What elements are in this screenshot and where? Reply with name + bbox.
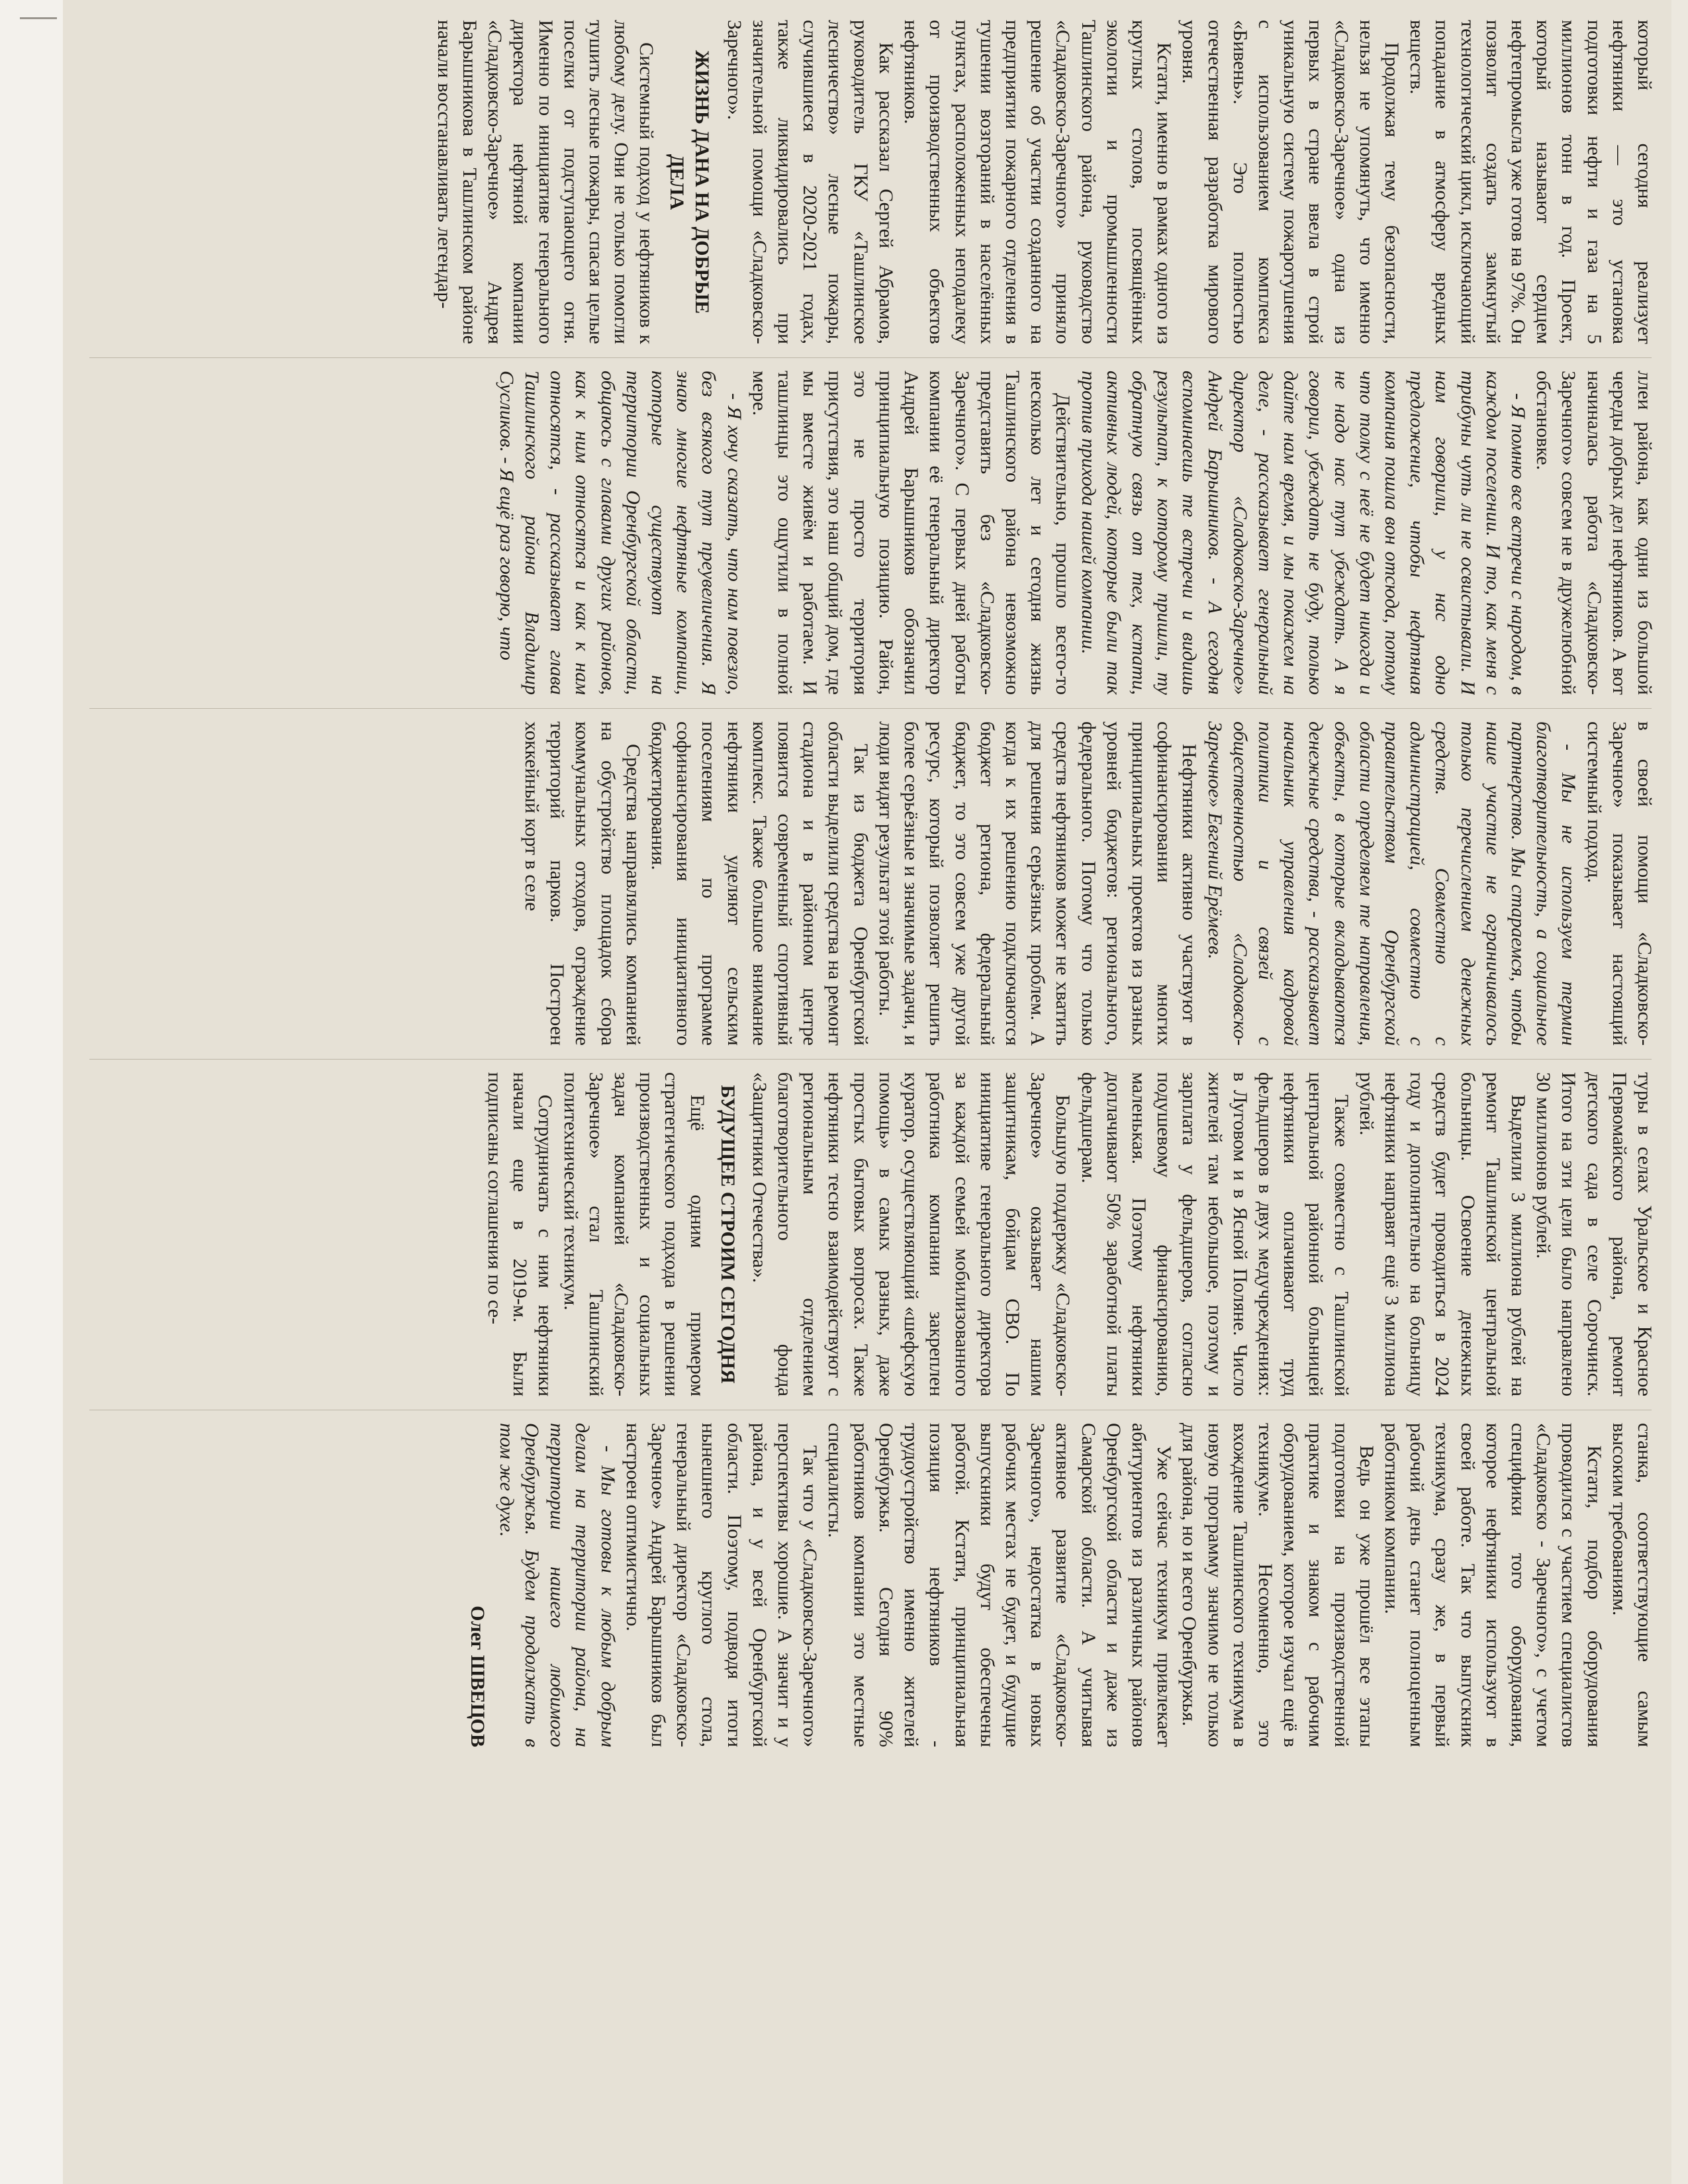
section-heading: ЖИЗНЬ ДАНА НА ДОБРЫЕ ДЕЛА: [666, 50, 714, 314]
paragraph: Также совместно с Ташлинской центральной районной больницей нефтяники оплачивают труд фельдшеров в двух медучреждениях: в Луговом и в Ясной Поляне. Число жителей там небольшое, поэтому и зарплата у фельдшеров, согласно подушевому финансированию, маленькая. Поэтому нефтяники доплачивают 50% заработной платы фельдшерам.: [1077, 1072, 1352, 1396]
article-column-1: [78, 20, 1657, 344]
paragraph: Действительно, прошло всего-то несколько лет и сегодня жизнь Ташлинского района невозможно представить без «Сладковско-Заречного». С первых дней работы компании её генеральный директор Андрей Барышников обозначил принципиальную позицию. Район, это не просто территория присутствия, это наш общий дом, где мы вместе живём и работаем. И ташлинцы это ощутили в полной мере.: [748, 371, 1074, 695]
article-column-4: [78, 1072, 1657, 1396]
article-column-5: [78, 1423, 1657, 1747]
paragraph: станка, соответствующие самым высоким требованиям.: [1608, 1423, 1656, 1747]
column-divider: [89, 357, 1652, 358]
paragraph: ллеи района, как одни из большой череды добрых дел нефтяников. А вот начиналась работа «Сладковско-Заречного» совсем не в дружелюбной обстановке.: [1532, 371, 1656, 695]
paragraph: Средства направлялись компанией на обустройство площадок сбора коммунальных отходов, ограждение территорий парков. Построен хоккейный корт в селе: [521, 721, 644, 1046]
paragraph: Так из бюджета Оренбургской области выделили средства на ремонт стадиона и в районном центре появится современный спортивный комплекс. Также большое внимание нефтяники уделяют сельским поселениям по программе софинансирования инициативного бюджетирования.: [647, 721, 872, 1046]
article-column-2: [78, 371, 1657, 695]
section-heading: БУДУЩЕЕ СТРОИМ СЕГОДНЯ: [716, 1085, 739, 1384]
paragraph: Сотрудничать с ним нефтяники начали еще в 2019-м. Были подписаны соглашения по се-: [484, 1072, 557, 1396]
paragraph: Нефтяники активно участвуют в софинансировании многих принципиальных проектов из разных уровней бюджетов: регионального, федерального. Потому что только средств нефтяников может не хватить для решения серьёзных проблем. А когда к их решению подключаются бюджет региона, федеральный бюджет, то это совсем уже другой ресурс, который позволяет решить более серьёзные и значимые задачи, и люди видят результат этой работы.: [874, 721, 1201, 1046]
paragraph: Как рассказал Сергей Абрамов, руководитель ГКУ «Ташлинское лесничество» лесные пожары, случившиеся в 2020-2021 годах, также ликвидировались при значительной помощи «Сладковско-Заречного».: [723, 20, 897, 344]
paragraph: Кстати, подбор оборудования проводился с участием специалистов «Сладковско - Заречного», с учетом специфики того оборудования, которое нефтяники используют в своей работе. Так что выпускник техникума, сразу же, в первый рабочий день станет полноценным работником компании.: [1380, 1423, 1605, 1747]
quote-paragraph: [494, 1423, 620, 1747]
quote-text: - Я помню все встречи с народом, в каждом поселении. И то, как меня с трибуны чуть ли не освистывали. И нам говорили, у нас одно предложение, чтобы нефтяная компания пошла вон отсюда, потому что толку с неё не будет никогда и не надо нас тут убеждать. А я говорил, убеждать не буду, только дайте нам время, и мы покажем на деле, - рассказывает генеральный директор «Сладковско-Заречное» Андрей Барышников. - А сегодня вспоминаешь те встречи и видишь результат, к которому пришли, ту обратную связь от тех, кстати, активных людей, которые были так против прихода нашей компании.: [1077, 371, 1529, 695]
paragraph: Ещё одним примером стратегического подхода в решении производственных и социальных задач компанией «Сладковско-Заречное» стал Ташлинский политехнический техникум.: [559, 1072, 708, 1396]
column-divider: [89, 1059, 1652, 1060]
paragraph: в своей помощи «Сладковско-Заречное» показывает настоящий системный подход.: [1583, 721, 1656, 1046]
paragraph: Ведь он уже прошёл все этапы подготовки на производственной практике и знаком с рабочим оборудованием, которое изучал ещё в техникуме. Несомненно, это вхождение Ташлинского техникума в новую программу значимо не только для района, но и всего Оренбуржья.: [1178, 1423, 1378, 1747]
paragraph: Продолжая тему безопасности, нельзя не упомянуть, что именно «Сладковско-Заречное» одна из первых в стране ввела в строй уникальную систему пожаротушения с использованием комплекса «Бивень». Это полностью отечественная разработка мирового уровня.: [1178, 20, 1403, 344]
paragraph: Большую поддержку «Сладковско-Заречное» оказывает нашим защитникам, бойцам СВО. По инициативе генерального директора за каждой семьей мобилизованного работника компании закреплен куратор, осуществляющий «шефскую помощь» в самых разных, даже простых бытовых вопросах. Также нефтяники тесно взаимодействуют с региональным отделением благотворительного фонда «Защитники Отечества».: [748, 1072, 1074, 1396]
paragraph: туры в селах Уральское и Красное Первомайского района, ремонт детского сада в селе Сорочинск. Итого на эти цели было направлено 30 миллионов рублей.: [1532, 1072, 1656, 1396]
page-margin: [0, 0, 63, 2184]
article-column-6: [78, 1774, 1657, 2098]
quote-paragraph: [1201, 721, 1581, 1046]
author-signature: Олег ШВЕЦОВ: [466, 1606, 489, 1747]
paragraph: Так что у «Сладковско-Заречного» перспективы хорошие. А значит и у района, и у всей Оренбургской области. Поэтому, подводя итоги нынешнего круглого стола, генеральный директор «Сладковско-Заречное» Андрей Барышников был настроен оптимистично.: [622, 1423, 821, 1747]
paragraph: Уже сейчас техникум привлекает абитуриентов из различных районов Оренбургской области и даже из Самарской области. А учитывая активное развитие «Сладковско-Заречного», недостатка в новых рабочих местах не будет, и будущие выпускники будут обеспечены работой. Кстати, принципиальная позиция нефтяников - трудоустройство именно жителей Оренбуржья. Сегодня 90% работников компании это местные специалисты.: [824, 1423, 1176, 1747]
paragraph: Выделили 3 миллиона рублей на ремонт Ташлинской центральной больницы. Освоение денежных средств будет проводиться в 2024 году и дополнительно на больницу нефтяники направят ещё 3 миллиона рублей.: [1355, 1072, 1529, 1396]
newspaper-page: [63, 0, 1671, 2184]
edge-mark: [20, 17, 57, 19]
quote-text: - Мы готовы к любым добрым делам на территории района, на территории нашего любимого Оренбуржья. Будем продолжать в том же духе.: [495, 1423, 619, 1747]
paragraph: Системный подход у нефтяников к любому делу. Они не только помогли тушить лесные пожары, спасая целые поселки от подступающего огня. Именно по инициативе генерального директора нефтяной компании «Сладковско-Заречное» Андрея Барышникова в Ташлинском районе начали восстанавливать легендар-: [433, 20, 658, 344]
paragraph: который сегодня реализует нефтяники — это установка подготовки нефти и газа на 5 миллионов тонн в год. Проект, который называют сердцем нефтепромысла уже готов на 97%. Он позволит создать замкнутый технологический цикл, исключающий попадание в атмосферу вредных веществ.: [1406, 20, 1656, 344]
article-column-3: [78, 721, 1657, 1046]
paragraph: Кстати, именно в рамках одного из круглых столов, посвящённых экологии и промышленности Ташлинского района, руководство «Сладковско-Заречного» приняло решение об участии созданного на предприятии пожарного отделения в тушении возгораний в населённых пунктах, расположенных неподалеку от производственных объектов нефтяников.: [900, 20, 1176, 344]
column-divider: [89, 708, 1652, 709]
quote-paragraph: [494, 371, 747, 695]
quote-text: - Я хочу сказать, что нам повезло, без всякого тут преувеличения. Я знаю многие нефтяные компании, которые существуют на территории Оренбургской области, общаюсь с главами других районов, как к ним относятся и как к нам относятся, - рассказывает глава Ташлинского района Владимир Сусликов. - Я ещё раз говорю, что: [495, 371, 745, 695]
quote-paragraph: [1075, 371, 1530, 695]
quote-text: - Мы не используем термин благотворительность, а социальное партнерство. Мы стараемся, чтобы наше участие не ограничивалось только перечислением денежных средств. Совместно с администрацией, совместно с правительством Оренбургской области определяем те направления, объекты, в которые вкладываются денежные средства, - рассказывает начальник управления кадровой политики и связей с общественностью «Сладковско-Заречное» Евгений Ерёмеев.: [1203, 721, 1580, 1046]
